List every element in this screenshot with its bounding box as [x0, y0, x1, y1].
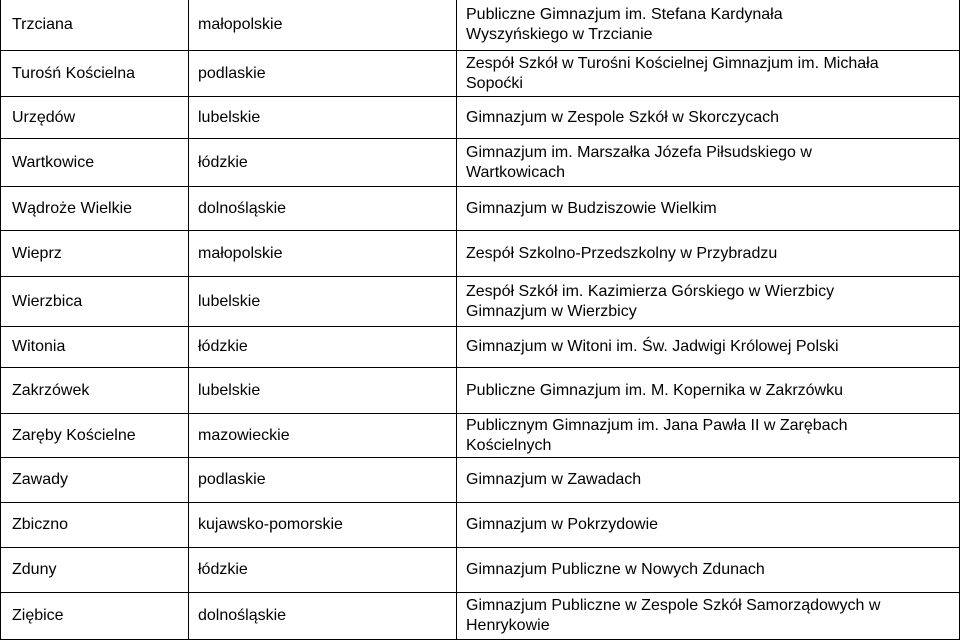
voivodeship-cell: dolnośląskie [198, 607, 287, 624]
school-cell: Gimnazjum w Pokrzydowie [466, 516, 659, 533]
left-border [0, 0, 1, 640]
school-cell: Publiczne Gimnazjum im. M. Kopernika w Zakrzówku [466, 381, 844, 399]
voivodeship-cell: dolnośląskie [198, 199, 287, 217]
school-cell: Gimnazjum Publiczne w Zespole Szkół Samorządowych w Henrykowie [466, 597, 881, 634]
town-cell: Trzciana [12, 16, 73, 33]
table-row [0, 51, 960, 96]
table-row [0, 548, 960, 592]
voivodeship-cell: łódzkie [198, 153, 248, 171]
voivodeship-cell: łódzkie [198, 561, 248, 578]
table-row [0, 327, 960, 367]
school-cell: Publicznym Gimnazjum im. Jana Pawła II w Zarębach Kościelnych [466, 416, 848, 454]
town-cell: Urzędów [12, 108, 76, 126]
town-cell: Zakrzówek [12, 381, 90, 399]
table-row [0, 0, 960, 50]
voivodeship-cell: mazowieckie [198, 426, 290, 444]
school-cell: Publiczne Gimnazjum im. Stefana Kardynała Wyszyńskiego w Trzcianie [466, 6, 783, 43]
town-cell: Wartkowice [12, 153, 95, 171]
town-cell: Witonia [12, 338, 66, 355]
table-row [0, 97, 960, 138]
school-cell: Zespół Szkół im. Kazimierza Górskiego w Wierzbicy Gimnazjum w Wierzbicy [466, 282, 835, 320]
town-cell: Zaręby Kościelne [12, 426, 136, 444]
voivodeship-cell: kujawsko-pomorskie [198, 516, 343, 533]
voivodeship-cell: małopolskie [198, 244, 283, 262]
town-cell: Turośń Kościelna [12, 64, 136, 82]
table-row [0, 139, 960, 186]
voivodeship-cell: łódzkie [198, 338, 248, 355]
table-row [0, 593, 960, 639]
table-row [0, 277, 960, 326]
voivodeship-cell: małopolskie [198, 16, 283, 33]
voivodeship-cell: lubelskie [198, 108, 261, 126]
table-row [0, 503, 960, 547]
school-cell: Gimnazjum im. Marszałka Józefa Piłsudskiego w Wartkowicach [466, 143, 812, 181]
school-cell: Gimnazjum Publiczne w Nowych Zdunach [466, 561, 765, 578]
column-divider [456, 0, 457, 640]
school-cell: Gimnazjum w Witoni im. Św. Jadwigi Królowej Polski [466, 338, 839, 355]
table-row [0, 187, 960, 230]
voivodeship-cell: podlaskie [198, 471, 266, 488]
school-cell: Gimnazjum w Zespole Szkół w Skorczycach [466, 108, 779, 126]
table-row [0, 231, 960, 276]
town-cell: Wieprz [12, 244, 62, 262]
voivodeship-cell: lubelskie [198, 381, 261, 399]
town-cell: Zduny [12, 561, 57, 578]
school-cell: Zespół Szkolno-Przedszkolny w Przybradzu [466, 244, 778, 262]
town-cell: Zawady [12, 471, 69, 488]
voivodeship-cell: podlaskie [198, 64, 266, 82]
town-cell: Ziębice [12, 607, 64, 624]
column-divider [188, 0, 189, 640]
table-row [0, 458, 960, 502]
school-cell: Gimnazjum w Zawadach [466, 471, 642, 488]
town-cell: Wądroże Wielkie [12, 199, 133, 217]
school-cell: Zespół Szkół w Turośni Kościelnej Gimnazjum im. Michała Sopoćki [466, 54, 879, 92]
voivodeship-cell: lubelskie [198, 292, 261, 310]
table-row [0, 368, 960, 413]
table-row [0, 414, 960, 457]
town-cell: Wierzbica [12, 292, 83, 310]
school-cell: Gimnazjum w Budziszowie Wielkim [466, 199, 717, 217]
town-cell: Zbiczno [12, 516, 69, 533]
